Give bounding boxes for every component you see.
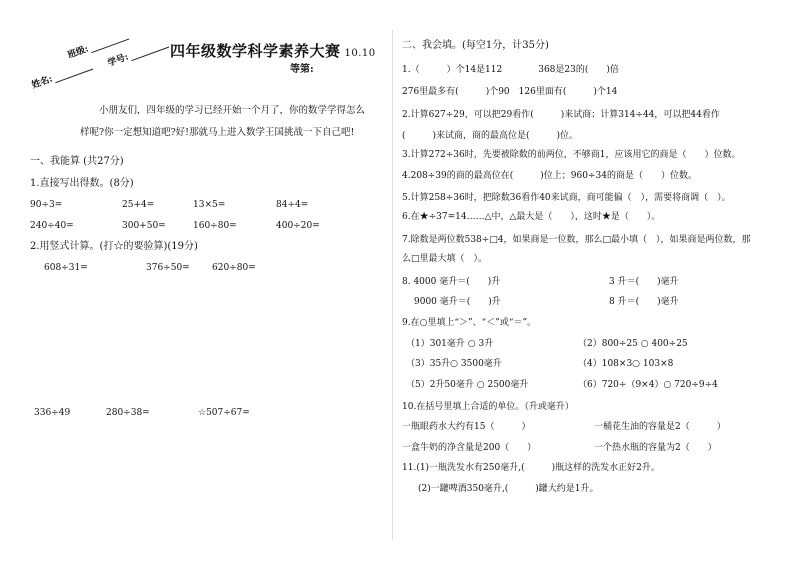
part2-heading: 二、我会填。(每空1分，计35分) [402, 40, 549, 51]
id-blank[interactable] [132, 46, 170, 61]
name-blank[interactable] [56, 68, 94, 83]
q8-item: 3 升＝( )毫升 [609, 277, 679, 287]
q1-item: 160÷80= [193, 221, 237, 231]
q10-item: 一瓶眼药水大约有15（ ） [402, 422, 531, 432]
fill-line: ( )来试商，商的最高位是( )位。 [402, 131, 579, 141]
class-label: 班级: [66, 44, 91, 61]
q10-item: 一盒牛奶的净含量是200（ ） [402, 443, 537, 453]
column-divider [392, 30, 393, 540]
q9-item: （4）108×3○ 103×8 [578, 359, 674, 369]
page-title [170, 40, 376, 61]
name-field[interactable] [30, 57, 94, 91]
q1-item: 90÷3= [30, 200, 63, 210]
fill-line: 276里最多有( )个90 126里面有( )个14 [402, 87, 618, 97]
q2-item: 336÷49 [34, 408, 71, 418]
q2-item: 620÷80= [212, 263, 256, 273]
fill-line: 么□里最大填（ ）。 [402, 254, 488, 264]
q9-item: （6）720÷（9×4）○ 720÷9÷4 [578, 380, 718, 390]
intro-paragraph: 小朋友们，四年级的学习已经开始一个月了，你的数学学得怎么样呢?你一定想知道吧?好!那就马上进入数学王国挑战一下自己吧! [80, 105, 366, 138]
q2-label: 2.用竖式计算。(打☆的要验算)(19分) [30, 241, 198, 252]
fill-line: 1.（ ）个14是112 368是23的( )倍 [402, 65, 619, 75]
q9-label: 9.在○里填上“＞”、“＜”或“＝”。 [402, 318, 537, 328]
q1-item: 13×5= [193, 200, 226, 210]
q2-item: 376÷50= [146, 263, 190, 273]
part1-heading: 一、我能算 (共27分) [30, 156, 124, 167]
fill-line: 3.计算272÷36时，先要被除数的前两位，不够商1，应该用它的商是（ ）位数。 [402, 150, 741, 160]
q9-item: （3）35升○ 3500毫升 [406, 359, 502, 369]
q9-item: （5）2升50毫升 ○ 2500毫升 [406, 380, 529, 390]
q11-line: (2)一罐啤酒350毫升,( )罐大约是1升。 [418, 484, 599, 494]
q1-item: 400÷20= [276, 221, 320, 231]
q1-item: 84÷4= [276, 200, 309, 210]
fill-line: 7.除数是两位数538÷□4，如果商是一位数，那么□最小填（ ），如果商是两位数，那 [402, 235, 751, 245]
q8-item: 8 升＝( )毫升 [609, 297, 679, 307]
grade-label: 等第: [290, 64, 314, 75]
q2-item: ☆507÷67= [198, 408, 250, 418]
q10-item: 一桶花生油的容量是2（ ） [594, 422, 726, 432]
q8-item: 8. 4000 毫升＝( )升 [402, 277, 501, 287]
q1-label: 1.直接写出得数。(8分) [30, 178, 134, 189]
id-label: 学号: [106, 52, 131, 69]
q2-item: 608÷31= [44, 263, 88, 273]
q9-item: （1）301毫升 ○ 3升 [406, 339, 494, 349]
name-label: 姓名: [30, 74, 55, 91]
title-text: 四年级数学科学素养大赛 [170, 42, 341, 60]
fill-line: 5.计算258÷36时，把除数36看作40来试商，商可能偏（ ），需要将商调（ ）。 [402, 193, 731, 203]
q10-item: 一个热水瓶的容量为2（ ） [594, 443, 717, 453]
q9-item: （2）800÷25 ○ 400÷25 [578, 339, 688, 349]
fill-line: 6.在★÷37=14……△中，△最大是（ ），这时★是（ ）。 [402, 212, 661, 222]
q1-item: 300+50= [122, 221, 166, 231]
q10-label: 10.在括号里填上合适的单位。（升或毫升） [402, 402, 574, 412]
fill-line: 2.计算627÷29，可以把29看作( )来试商；计算314÷44，可以把44看作 [402, 110, 720, 120]
q11-line: 11.(1)一瓶洗发水有250毫升,( )瓶这样的洗发水正好2升。 [402, 463, 660, 473]
q8-item: 9000 毫升＝( )升 [414, 297, 501, 307]
q1-item: 25+4= [122, 200, 155, 210]
title-date: 10.10 [344, 48, 376, 59]
fill-line: 4.208÷39的商的最高位在( )位上；960÷34的商是（ ）位数。 [402, 171, 697, 181]
q1-item: 240÷40= [30, 221, 74, 231]
q2-item: 280÷38= [106, 408, 150, 418]
